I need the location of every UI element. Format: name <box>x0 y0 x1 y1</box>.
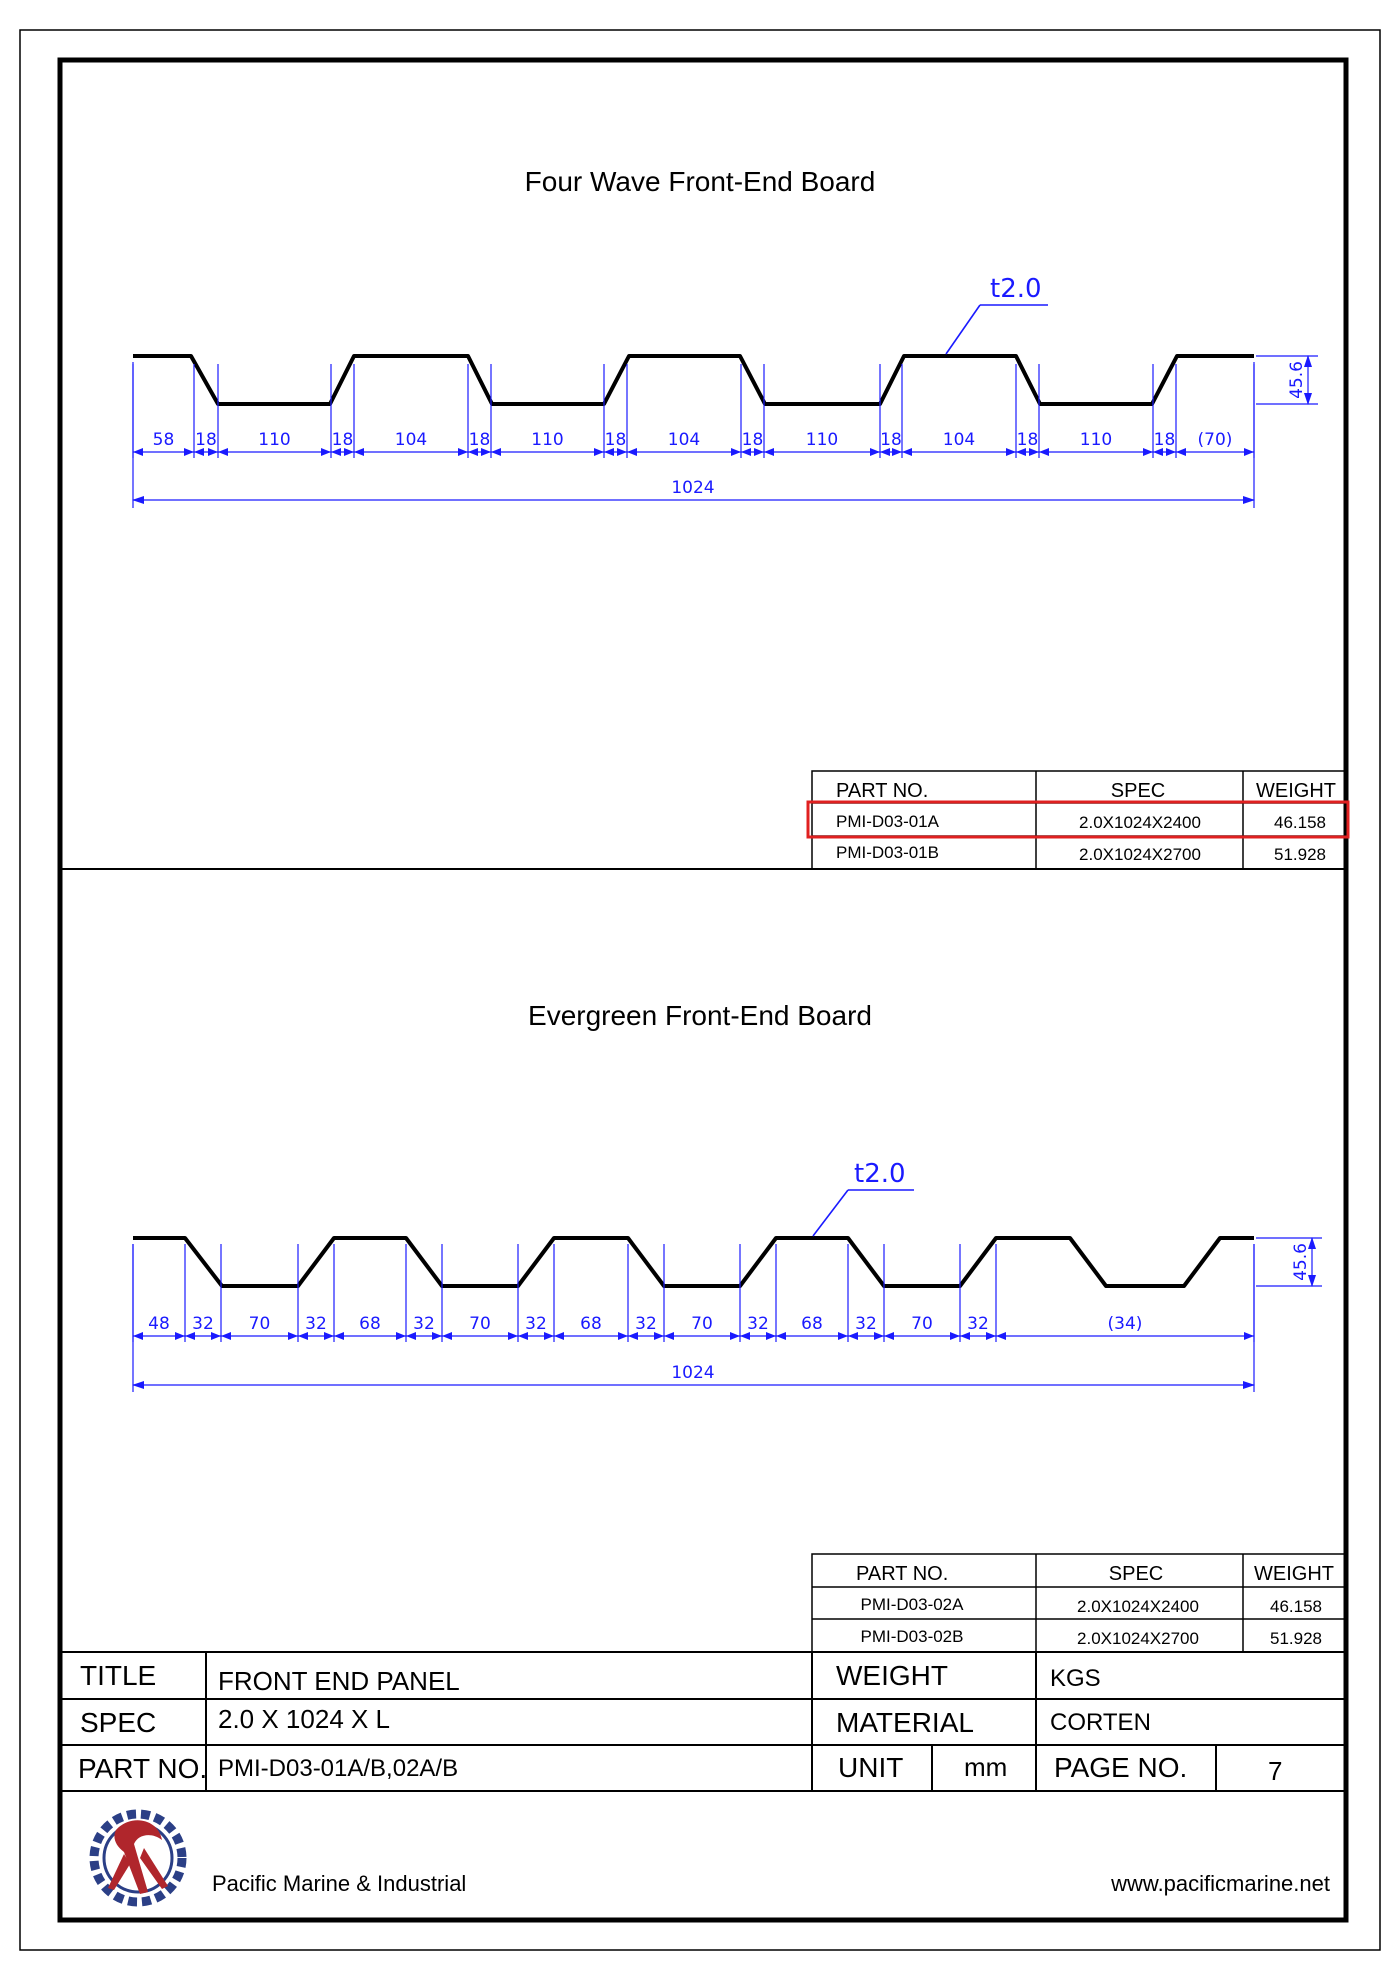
dimension-label: 58 <box>152 430 175 450</box>
section2-row1-weight: 46.158 <box>1270 1597 1322 1616</box>
dimension-label: 104 <box>667 430 701 450</box>
dimension-label: 18 <box>741 430 764 450</box>
dimension-label: 32 <box>305 1314 327 1334</box>
section1-height-label: 45.6 <box>1287 361 1307 399</box>
dimension-label: 70 <box>469 1314 491 1334</box>
section2-row2-weight: 51.928 <box>1270 1629 1322 1648</box>
section1-thickness-leader <box>946 305 980 354</box>
dimension-arrow <box>730 1332 740 1340</box>
section2-header-spec: SPEC <box>1108 1563 1164 1585</box>
title-label: TITLE <box>80 1660 157 1691</box>
section2-height-dimension <box>1256 1238 1322 1286</box>
dimension-arrow <box>1006 448 1016 456</box>
dimension-arrow <box>664 1332 674 1340</box>
dimension-label: 32 <box>525 1314 547 1334</box>
section1-dimension-chain <box>133 364 1254 458</box>
material-value: CORTEN <box>1050 1709 1151 1736</box>
dimension-label: 68 <box>580 1314 602 1334</box>
page-number: 7 <box>1268 1756 1283 1786</box>
dimension-label: 68 <box>359 1314 381 1334</box>
dimension-label: 32 <box>967 1314 989 1334</box>
company-name: Pacific Marine & Industrial <box>212 1871 467 1896</box>
section1-row1-spec: 2.0X1024X2400 <box>1079 813 1201 832</box>
section1-total-label: 1024 <box>671 478 715 498</box>
section2-row2-spec: 2.0X1024X2700 <box>1077 1629 1199 1648</box>
dimension-arrow <box>902 448 912 456</box>
dimension-arrow <box>133 448 143 456</box>
dimension-label: 68 <box>801 1314 823 1334</box>
dimension-arrow <box>491 448 501 456</box>
dimension-label: 18 <box>880 430 902 450</box>
section2-header-weight: WEIGHT <box>1254 1563 1334 1585</box>
section2-height-label: 45.6 <box>1291 1243 1311 1281</box>
dimension-arrow <box>288 1332 298 1340</box>
section1-row2-partno: PMI-D03-01B <box>836 843 939 862</box>
dimension-label: 32 <box>855 1314 877 1334</box>
dimension-arrow <box>950 1332 960 1340</box>
dimension-label: 18 <box>1016 430 1039 450</box>
company-logo <box>94 1814 182 1902</box>
dimension-arrow <box>184 448 194 456</box>
dimension-arrow <box>442 1332 452 1340</box>
dimension-arrow <box>618 1332 628 1340</box>
section1-row1-weight: 46.158 <box>1274 813 1326 832</box>
dimension-label: 48 <box>148 1314 170 1334</box>
unit-value: mm <box>964 1752 1008 1782</box>
dimension-arrow <box>218 448 228 456</box>
dimension-arrow <box>884 1332 894 1340</box>
dimension-arrow <box>870 448 880 456</box>
dimension-arrow <box>508 1332 518 1340</box>
dimension-arrow <box>1244 448 1254 456</box>
dimension-label: 18 <box>604 430 627 450</box>
dimension-label: 18 <box>331 430 354 450</box>
dimension-label: (34) <box>1107 1314 1143 1334</box>
section2-row1-spec: 2.0X1024X2400 <box>1077 1597 1199 1616</box>
dimension-arrow <box>321 448 331 456</box>
unit-label: UNIT <box>838 1752 904 1783</box>
section2-thickness-leader <box>813 1190 848 1236</box>
spec-label: SPEC <box>80 1707 157 1738</box>
section1-row1-partno: PMI-D03-01A <box>836 812 939 831</box>
dimension-arrow <box>458 448 468 456</box>
dimension-label: 18 <box>468 430 491 450</box>
dimension-label: 110 <box>258 430 291 450</box>
page-label: PAGE NO. <box>1054 1752 1188 1783</box>
dimension-arrow <box>838 1332 848 1340</box>
weight-value: KGS <box>1050 1665 1101 1692</box>
section2-header-partno: PART NO. <box>856 1563 949 1585</box>
section2-title: Evergreen Front-End Board <box>528 1000 872 1031</box>
section2-profile <box>133 1238 1254 1286</box>
dimension-arrow <box>554 1332 564 1340</box>
section1-profile-group <box>133 356 1254 404</box>
dimension-label: (70) <box>1197 430 1233 450</box>
dimension-label: 110 <box>1079 430 1113 450</box>
dimension-label: 70 <box>248 1314 271 1334</box>
dimension-label: 32 <box>192 1314 214 1334</box>
dimension-label: 104 <box>942 430 976 450</box>
section1-row2-weight: 51.928 <box>1274 845 1326 864</box>
partno-value: PMI-D03-01A/B,02A/B <box>218 1755 459 1782</box>
spec-value: 2.0 X 1024 X L <box>218 1704 391 1734</box>
dimension-arrow <box>1244 1332 1254 1340</box>
dimension-label: 104 <box>394 430 428 450</box>
dimension-arrow <box>175 1332 185 1340</box>
dimension-arrow <box>1039 448 1049 456</box>
section1-profile <box>133 356 1254 404</box>
dimension-label: 70 <box>691 1314 713 1334</box>
dimension-arrow <box>1143 448 1153 456</box>
dimension-label: 18 <box>1153 430 1176 450</box>
dimension-arrow <box>396 1332 406 1340</box>
section1-header-spec: SPEC <box>1110 780 1166 802</box>
dimension-label: 32 <box>747 1314 769 1334</box>
dimension-arrow <box>627 448 637 456</box>
section1-header-weight: WEIGHT <box>1256 780 1336 802</box>
dimension-arrow <box>996 1332 1006 1340</box>
website-link[interactable]: www.pacificmarine.net <box>1111 1871 1330 1896</box>
section2-total-label: 1024 <box>671 1363 715 1383</box>
dimension-arrow <box>133 1332 143 1340</box>
dimension-arrow <box>731 448 741 456</box>
dimension-arrow <box>776 1332 786 1340</box>
dimension-arrow <box>1176 448 1186 456</box>
section1-header-partno: PART NO. <box>836 780 929 802</box>
dimension-label: 110 <box>531 430 564 450</box>
dimension-arrow <box>764 448 774 456</box>
weight-label: WEIGHT <box>836 1660 948 1691</box>
title-value: FRONT END PANEL <box>218 1666 460 1696</box>
partno-label: PART NO. <box>78 1753 208 1784</box>
section1-thickness-label: t2.0 <box>990 274 1042 304</box>
section2-thickness-label: t2.0 <box>854 1159 906 1189</box>
dimension-arrow <box>334 1332 344 1340</box>
dimension-arrow <box>594 448 604 456</box>
dimension-label: 18 <box>195 430 217 450</box>
dimension-label: 110 <box>805 430 839 450</box>
section2-row2-partno: PMI-D03-02B <box>860 1627 964 1646</box>
material-label: MATERIAL <box>836 1707 974 1738</box>
dimension-label: 32 <box>413 1314 435 1334</box>
dimension-arrow <box>221 1332 231 1340</box>
dimension-label: 70 <box>911 1314 933 1334</box>
outer-border <box>20 30 1380 1950</box>
dimension-arrow <box>354 448 364 456</box>
section1-height-dimension <box>1256 356 1318 404</box>
section1-title: Four Wave Front-End Board <box>524 166 876 197</box>
section1-row2-spec: 2.0X1024X2700 <box>1079 845 1201 864</box>
section2-row1-partno: PMI-D03-02A <box>860 1595 964 1614</box>
dimension-label: 32 <box>635 1314 657 1334</box>
